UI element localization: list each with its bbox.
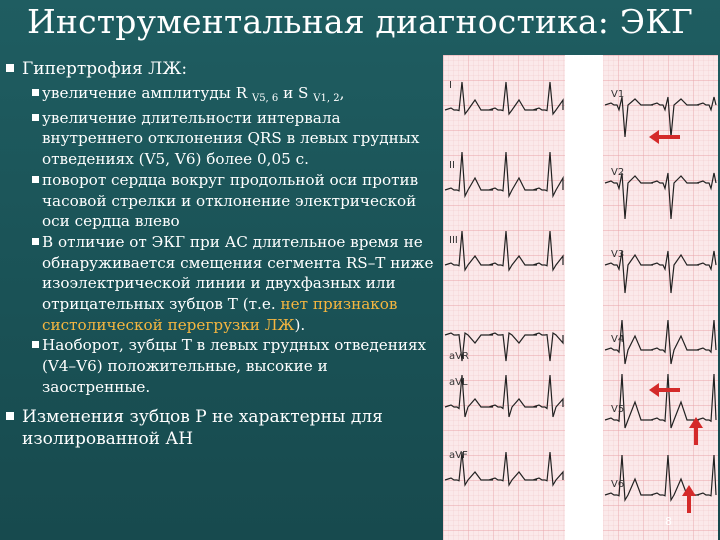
section-heading-lvh: Гипертрофия ЛЖ: <box>6 58 438 80</box>
bullet-marker-icon <box>32 341 39 348</box>
highlight-text: нет признаков систолической перегрузки ЛЖ <box>42 295 398 334</box>
bullet-marker-icon <box>32 89 39 96</box>
lead-label: V4 <box>611 334 625 345</box>
ecg-divider <box>565 55 603 540</box>
text-area <box>6 58 438 450</box>
ecg-image <box>443 55 718 540</box>
bullet-marker-icon <box>32 176 39 183</box>
lead-label: III <box>449 235 458 246</box>
slide-title: Инструментальная диагностика: ЭКГ <box>26 2 694 41</box>
section-heading-p-wave: Изменения зубцов Р не характерны для изолированной АН <box>6 406 438 450</box>
bullet-marker-icon <box>32 238 39 245</box>
list-item: поворот сердца вокруг продольной оси против часовой стрелки и отклонение электрической оси сердца влево <box>6 170 438 232</box>
lead-label: aVL <box>449 377 468 388</box>
lead-label: aVR <box>449 351 469 362</box>
lead-label: II <box>449 160 455 171</box>
list-item: увеличение амплитуды R $_{V5, 6}$ и S $_{V1, 2}$, <box>6 83 438 107</box>
lead-label: V1 <box>611 89 625 100</box>
lead-label: V6 <box>611 479 625 490</box>
bullet-marker-icon <box>6 64 14 72</box>
lead-label: aVF <box>449 450 468 461</box>
list-item: увеличение длительности интервала внутреннего отклонения QRS в левых грудных отведениях (V5, V6) более 0,05 с. <box>6 108 438 170</box>
lead-label: V3 <box>611 249 625 260</box>
lead-label: V2 <box>611 167 625 178</box>
ecg-svg <box>443 55 718 540</box>
list-item: В отличие от ЭКГ при АС длительное время не обнаруживается смещения сегмента RS–T ниже изоэлектрической линии и двухфазных или отрицательных зубцов Т (т.е. нет признаков систолической перегрузки ЛЖ). <box>6 232 438 336</box>
lead-label: I <box>449 80 452 91</box>
bullet-marker-icon <box>6 412 14 420</box>
lead-label: V5 <box>611 404 625 415</box>
list-item: Наоборот, зубцы Т в левых грудных отведениях (V4–V6) положительные, высокие и заостренные. <box>6 335 438 397</box>
bullet-marker-icon <box>32 114 39 121</box>
page-number: 8 <box>665 515 672 528</box>
